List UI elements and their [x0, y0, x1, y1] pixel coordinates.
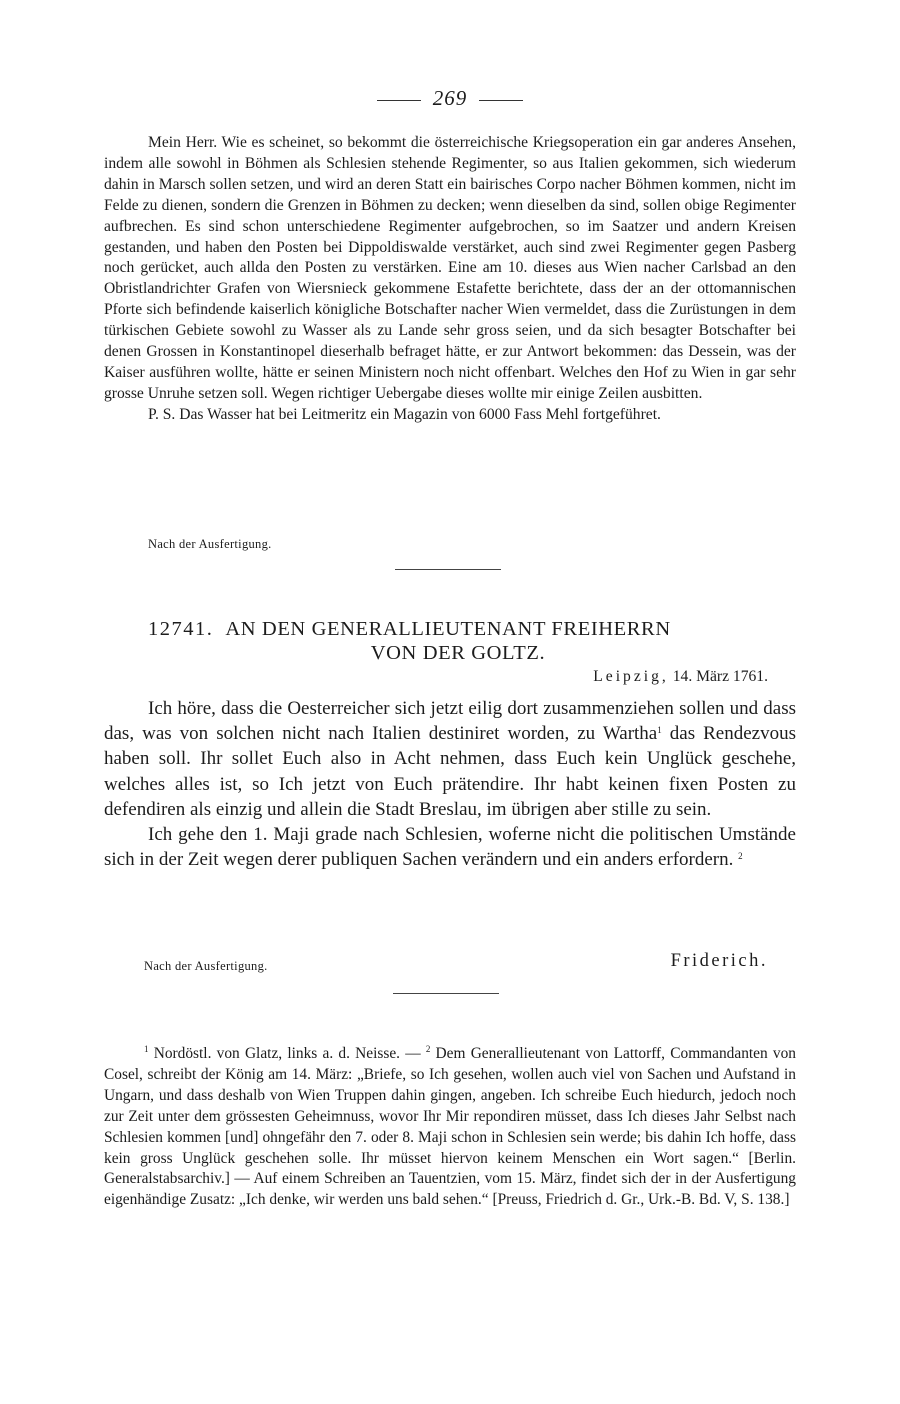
- letter-dateline: [593, 668, 768, 686]
- letter-place: Leipzig,: [593, 668, 669, 685]
- page-header: [104, 86, 796, 111]
- letter-source-note: Nach der Ausfertigung.: [144, 959, 268, 973]
- previous-letter-text: [104, 133, 796, 426]
- footnote-text-1: Nordöstl. von Glatz, links a. d. Neisse. —: [148, 1045, 426, 1062]
- header-dash-right: [479, 100, 523, 101]
- footnote-paragraph: [104, 1044, 796, 1211]
- letter-paragraph-1-part-b: das Rendezvous haben soll. Ihr sollet Euch also in Acht nehmen, dass Euch kein Unglück geschehe, welches alles ist, so Ich jetzt von Euch prätendire. Ihr habt keinen fixen Posten zu defendiren als einzig und allein die Stadt Breslau, im übrigen aber stille zu sein.: [104, 723, 796, 820]
- letter-body: [104, 696, 796, 872]
- section-divider: [395, 569, 501, 570]
- footnote-reference-2: 2: [738, 851, 743, 862]
- footnote-marker-2: 2: [425, 1044, 431, 1054]
- letter-paragraph-1: [104, 696, 796, 822]
- letter-number: 12741.: [148, 618, 214, 640]
- footnote-marker-1: 1: [144, 1044, 149, 1054]
- letter-paragraph-1-part-a: Ich höre, dass die Oesterreicher sich jetzt eilig dort zusammenziehen sollen und dass das, was von solchen nicht nach Italien destiniret worden, zu Wartha: [104, 698, 796, 745]
- letter-title-line-1: AN DEN GENERALLIEUTENANT FREIHERRN: [225, 618, 671, 640]
- page-number: 269: [432, 86, 468, 110]
- letter-heading: [148, 617, 768, 665]
- footnote-reference-1: 1: [657, 725, 662, 736]
- previous-letter-postscript: P. S. Das Wasser hat bei Leitmeritz ein Magazin von 6000 Fass Mehl fortgeführet.: [148, 405, 661, 423]
- letter-paragraph-2: [104, 822, 796, 872]
- letter-date: 14. März 1761.: [672, 668, 768, 685]
- letter-paragraph-2-text: Ich gehe den 1. Maji grade nach Schlesien, woferne nicht die politischen Umstände sich in der Zeit wegen derer publiquen Sachen verändern und ein anders erfordern.: [104, 824, 796, 871]
- previous-letter-paragraph: Mein Herr. Wie es scheinet, so bekommt die österreichische Kriegsoperation ein gar anderes Ansehen, indem alle sowohl in Böhmen als Schlesien stehende Regimenter, so aus Italien gekommen, sich wiederum dahin in Marsch sollen setzen, und wird an deren Statt ein bairisches Corpo nacher Böhmen kommen, nicht im Felde zu dienen, sondern die Grenzen in Böhmen zu decken; wenn dieselben da sind, sollen obige Regimenter aufbrechen. Es sind schon unterschiedene Regimenter aufgebrochen, so im Saatzer und andern Kreisen gestanden, und haben den Posten bei Dippoldiswalde verstärket, auch sind zwei Regimenter gegen Pasberg noch gerücket, auch allda den Posten zu verstärken. Eine am 10. dieses aus Wien nacher Carlsbad an den Obristlandrichter Grafen von Wiersnieck gekommene Estafette berichtete, dass der an der ottomannischen Pforte sich befindende kaiserlich königliche Botschafter nacher Wien vermeldet, dass die Zurüstungen in dem türkischen Gebiete sowohl zu Wasser als zu Lande sehr gross seien, und da sich besagter Botschafter bei denen Grossen in Konstantinopel dieserhalb befraget hätte, er zur Antwort bekommen: das Dessein, was der Kaiser ausführen wollte, hätte er seinen Ministern noch nicht offenbart. Welches den Hof zu Wien in gar sehr grosse Unruhe setzen soll. Wegen richtiger Uebergabe dieses wollte mir einige Zeilen ausbitten.: [104, 134, 796, 402]
- header-dash-left: [377, 100, 421, 101]
- letter-signature: Friderich.: [670, 951, 768, 971]
- footnote-text-2: Dem Generallieutenant von Lattorff, Commandanten von Cosel, schreibt der König am 14. März: „Briefe, so Ich gesehen, wollen auch viel von Sachen und Aufstand in Ungarn, und dass deshalb von Wien Truppen dahin gingen, angeben. Ich schreibe Euch hiedurch, jedoch noch zur Zeit unter dem grössesten Geheimnuss, wovor Ihr Mir repondiren müsset, dass Ich dieses Jahr Selbst nach Schlesien kommen [und] ohngefähr den 7. oder 8. Maji schon in Schlesien sein werde; bis dahin Ich hoffe, dass kein gross Unglück geschehen solle. Ihr müsset hiervon keinem Menschen ein Wort sagen.“ [Berlin. Generalstabsarchiv.] — Auf einem Schreiben an Tauentzien, vom 15. März, findet sich der in der Ausfertigung eigenhändige Zusatz: „Ich denke, wir werden uns bald sehen.“ [Preuss, Friedrich d. Gr., Urk.-B. Bd. V, S. 138.]: [104, 1045, 796, 1209]
- letter-title-line-2: VON DER GOLTZ.: [370, 642, 546, 664]
- previous-letter-source-note: Nach der Ausfertigung.: [148, 537, 272, 551]
- footnotes: [104, 1044, 796, 1211]
- footnote-divider: [393, 993, 499, 994]
